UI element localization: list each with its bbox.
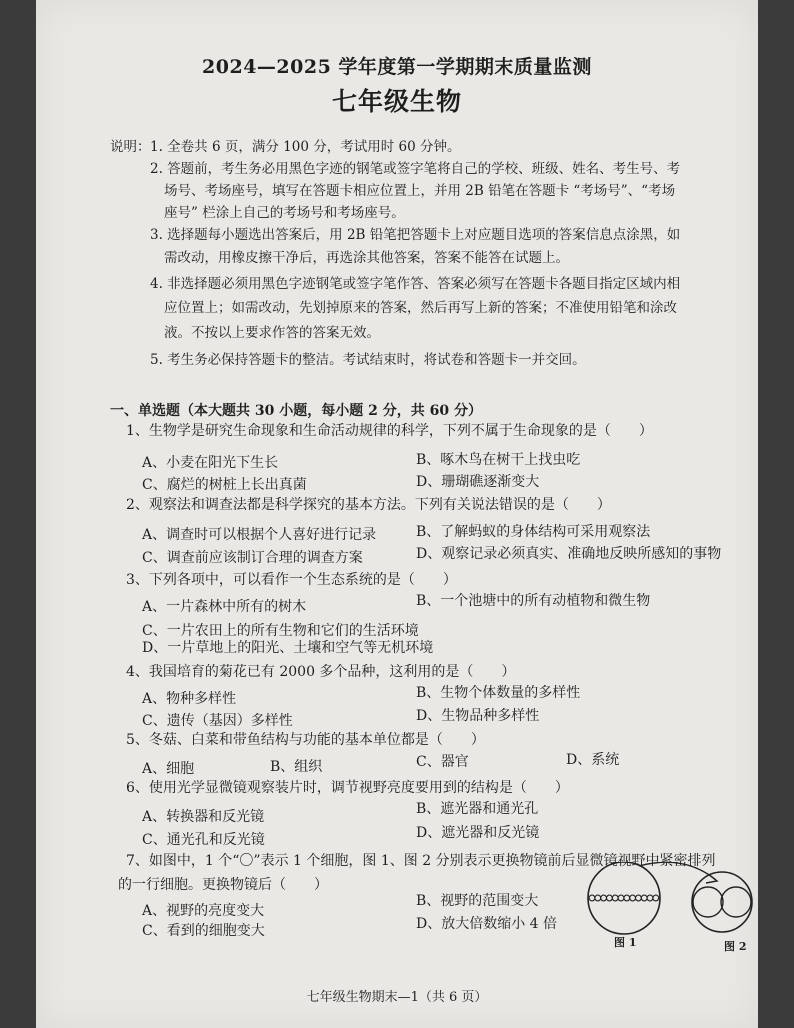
cell-icon (612, 895, 618, 901)
cell-icon (601, 895, 607, 901)
question-option: B、生物个体数量的多样性 (416, 685, 581, 701)
instruction-line: 5. 考生务必保持答题卡的整洁。考试结束时，将试卷和答题卡一并交回。 (150, 352, 586, 368)
exam-title: 2024—2025 学年度第一学期期末质量监测 (202, 56, 592, 78)
cell-icon (641, 895, 647, 901)
question-option: B、遮光器和通光孔 (416, 801, 539, 817)
question-stem: 3、下列各项中，可以看作一个生态系统的是（ ） (126, 572, 457, 588)
exam-subject: 七年级生物 (331, 87, 462, 116)
cell-icon (630, 895, 636, 901)
instruction-line: 应位置上；如需改动，先划掉原来的答案，然后再写上新的答案；不准使用铅笔和涂改 (164, 300, 677, 316)
question-option: A、细胞 (142, 761, 195, 777)
question-option: B、一个池塘中的所有动植物和微生物 (416, 593, 651, 609)
question-option: A、转换器和反光镜 (142, 809, 265, 825)
question-stem-continued: 的一行细胞。更换物镜后（ ） (118, 877, 328, 893)
question-option: D、遮光器和反光镜 (416, 825, 540, 841)
instruction-line: 场号、考场座号，填写在答题卡相应位置上，并用 2B 铅笔在答题卡 “考场号”、“考场 (164, 183, 676, 199)
instructions-label: 说明： (110, 139, 151, 155)
cell-icon (589, 895, 595, 901)
question-option: A、视野的亮度变大 (142, 903, 265, 919)
question-option: D、系统 (566, 752, 620, 768)
figure-1-label: 图 1 (614, 936, 637, 949)
question-option: A、物种多样性 (142, 691, 237, 707)
question-option: C、通光孔和反光镜 (142, 832, 265, 848)
cell-icon (624, 895, 630, 901)
question-option: C、一片农田上的所有生物和它们的生活环境 (142, 623, 419, 639)
cell-icon (647, 895, 653, 901)
instruction-line: 1. 全卷共 6 页，满分 100 分，考试用时 60 分钟。 (150, 139, 461, 155)
question-option: B、啄木鸟在树干上找虫吃 (416, 452, 581, 468)
question-option: D、一片草地上的阳光、土壤和空气等无机环境 (142, 640, 434, 656)
section-heading: 一、单选题（本大题共 30 小题，每小题 2 分，共 60 分） (110, 403, 482, 419)
instruction-line: 液。不按以上要求作答的答案无效。 (164, 325, 380, 341)
question-stem: 2、观察法和调查法都是科学探究的基本方法。下列有关说法错误的是（ ） (126, 497, 611, 513)
figure-2-label: 图 2 (724, 940, 747, 953)
question-option: A、小麦在阳光下生长 (142, 455, 279, 471)
page-footer: 七年级生物期末—1（共 6 页） (306, 990, 488, 1005)
instruction-line: 2. 答题前，考生务必用黑色字迹的钢笔或签字笔将自己的学校、班级、姓名、考生号、考 (150, 161, 681, 177)
question-option: C、遗传（基因）多样性 (142, 713, 293, 729)
cell-icon (636, 895, 642, 901)
instruction-line: 座号” 栏涂上自己的考场号和考场座号。 (164, 205, 405, 221)
question-option: A、一片森林中所有的树木 (142, 599, 307, 615)
question-option: B、组织 (270, 759, 323, 775)
question-option: D、放大倍数缩小 4 倍 (416, 916, 558, 932)
question-option: B、了解蚂蚁的身体结构可采用观察法 (416, 524, 651, 540)
question-stem: 1、生物学是研究生命现象和生命活动规律的科学，下列不属于生命现象的是（ ） (126, 423, 653, 439)
question-option: D、生物品种多样性 (416, 708, 540, 724)
question-option: C、看到的细胞变大 (142, 923, 265, 939)
instruction-line: 3. 选择题每小题选出答案后，用 2B 铅笔把答题卡上对应题目选项的答案信息点涂黑，如 (150, 227, 681, 243)
exam-page (36, 0, 758, 1028)
figure-1-view (588, 862, 660, 934)
question-stem: 7、如图中，1 个“〇”表示 1 个细胞，图 1、图 2 分别表示更换物镜前后显微镜视野中紧密排列 (126, 853, 716, 869)
question-option: B、视野的范围变大 (416, 893, 539, 909)
question-option: C、腐烂的树桩上长出真菌 (142, 477, 307, 493)
question-option: D、珊瑚礁逐渐变大 (416, 474, 540, 490)
question-option: C、器官 (416, 754, 469, 770)
question-stem: 6、使用光学显微镜观察装片时，调节视野亮度要用到的结构是（ ） (126, 780, 569, 796)
instruction-line: 需改动，用橡皮擦干净后，再选涂其他答案，答案不能答在试题上。 (164, 250, 569, 266)
question-option: A、调查时可以根据个人喜好进行记录 (142, 527, 377, 543)
cell-icon (595, 895, 601, 901)
cell-icon (653, 895, 659, 901)
cell-icon (607, 895, 613, 901)
question-stem: 5、冬菇、白菜和带鱼结构与功能的基本单位都是（ ） (126, 732, 485, 748)
cell-icon (618, 895, 624, 901)
instruction-line: 4. 非选择题必须用黑色字迹钢笔或签字笔作答、答案必须写在答题卡各题目指定区域内相 (150, 276, 681, 292)
question-stem: 4、我国培育的菊花已有 2000 多个品种，这利用的是（ ） (126, 664, 516, 680)
figure-2-view (692, 872, 752, 932)
question-option: C、调查前应该制订合理的调查方案 (142, 550, 363, 566)
question-option: D、观察记录必须真实、准确地反映所感知的事物 (416, 546, 722, 562)
